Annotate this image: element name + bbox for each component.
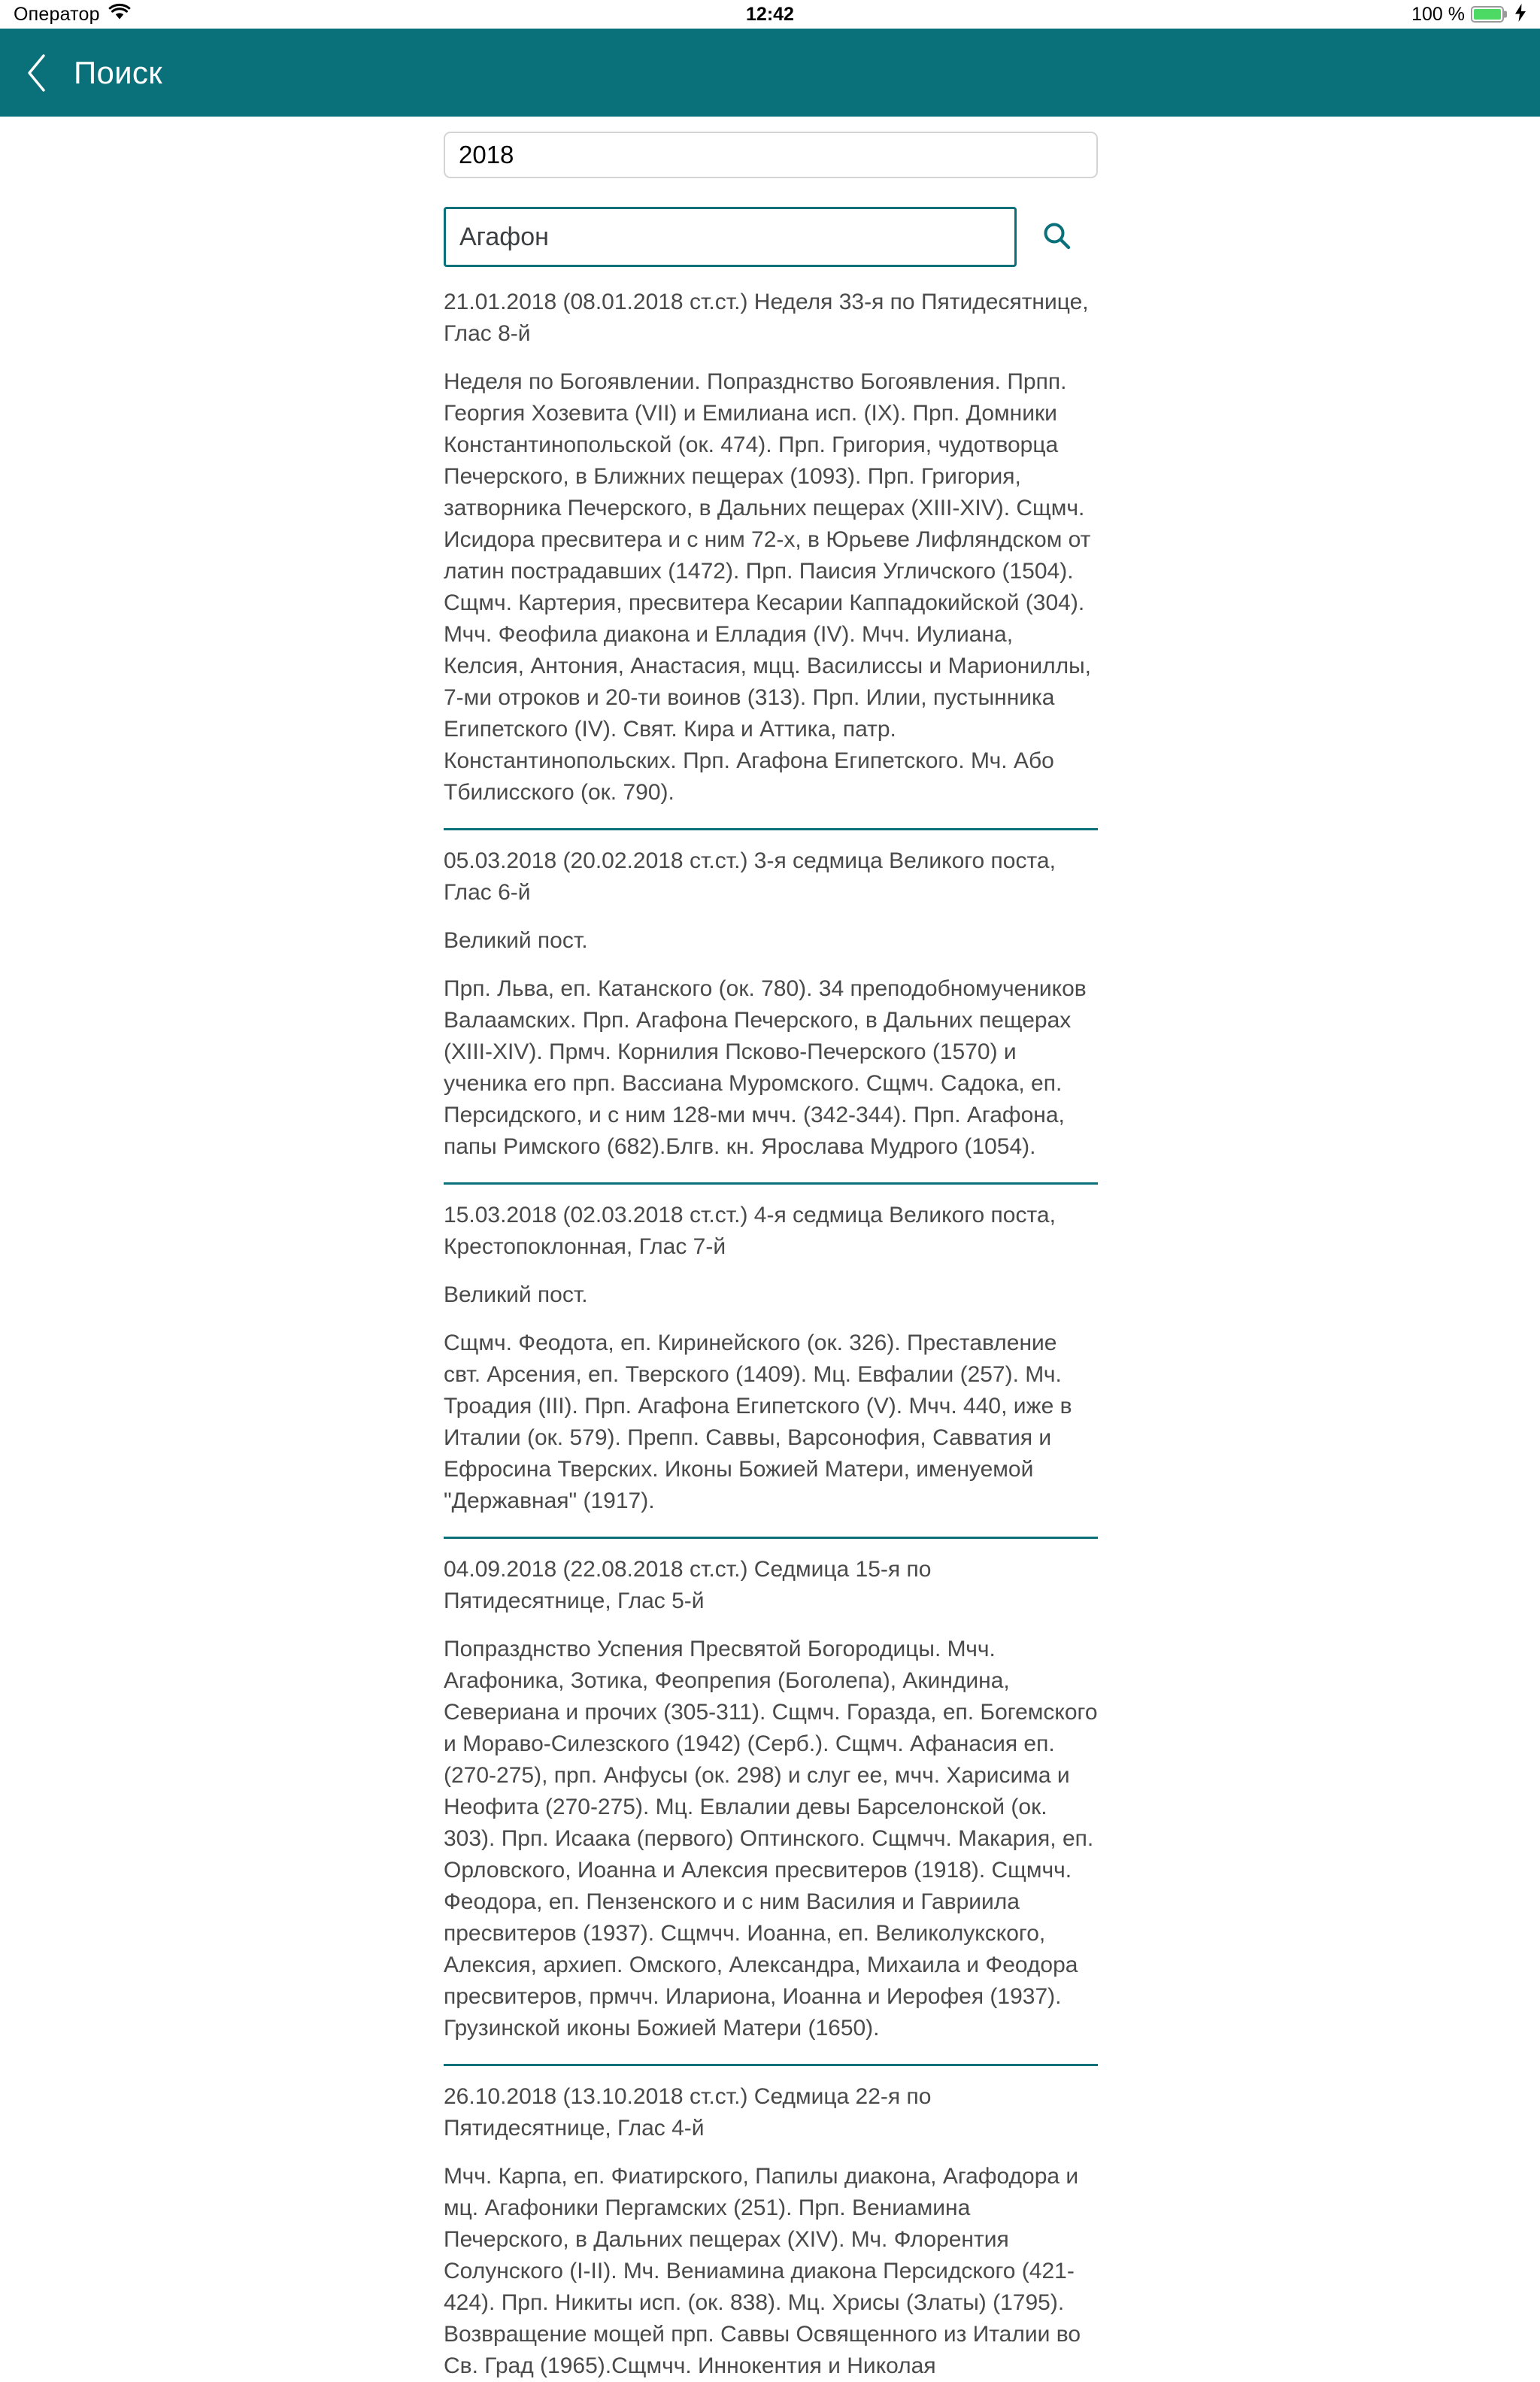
search-icon <box>1041 220 1073 254</box>
entry-divider <box>444 1537 1098 1539</box>
result-entry[interactable] <box>444 828 1098 1163</box>
search-input[interactable] <box>444 207 1017 267</box>
wifi-icon <box>109 5 130 25</box>
entry-date: 21.01.2018 (08.01.2018 ст.ст.) Неделя 33-я по Пятидесятнице, Глас 8-й <box>444 290 1089 346</box>
entry-divider <box>444 2064 1098 2066</box>
search-button[interactable] <box>1017 207 1098 267</box>
carrier-label: Оператор <box>14 3 100 25</box>
entry-divider <box>444 1182 1098 1185</box>
year-input[interactable] <box>444 132 1098 178</box>
entry-body: Прп. Льва, еп. Катанского (ок. 780). 34 преподобномучеников Валаамских. Прп. Агафона Печерского, в Дальних пещерах (XIII-XIV). Прмч. Корнилия Псково-Печерского (1570) и ученика его прп. Вассиана Муромского. Сщмч. Садока, еп. Персидского, и с ним 128-ми мчч. (342-344). Прп. Агафона, папы Римского (682).Блгв. кн. Ярослава Мудрого (1054). <box>444 976 1087 1159</box>
lightning-bolt-icon <box>1514 4 1526 26</box>
page-title: Поиск <box>74 54 162 90</box>
entry-note: Великий пост. <box>444 1282 588 1307</box>
entry-date: 05.03.2018 (20.02.2018 ст.ст.) 3-я седмица Великого поста, Глас 6-й <box>444 848 1056 905</box>
status-bar <box>0 0 1540 29</box>
battery-percent-label: 100 % <box>1411 3 1465 25</box>
search-row <box>444 207 1098 267</box>
status-bar-left <box>14 4 130 26</box>
entry-date: 26.10.2018 (13.10.2018 ст.ст.) Седмица 22-я по Пятидесятнице, Глас 4-й <box>444 2084 932 2141</box>
entry-body: Мчч. Карпа, еп. Фиатирского, Папилы диакона, Агафодора и мц. Агафоники Пергамских (251). Прп. Вениамина Печерского, в Дальних пещерах (XIV). Мч. Флорентия Солунского (I-II). Мч. Вениамина диакона Персидского (421-424). Прп. Никиты исп. (ок. 838). Мц. Хрисы (Златы) (1795). Возвращение мощей прп. Саввы Освященного из Италии во Св. Град (1965).Сщмчч. Иннокентия и Николая <box>444 2164 1081 2378</box>
entry-note: Великий пост. <box>444 928 588 953</box>
search-results-list <box>444 287 1098 2382</box>
result-entry[interactable] <box>444 1182 1098 1517</box>
status-bar-right <box>1411 4 1526 26</box>
result-entry[interactable] <box>444 2064 1098 2382</box>
navigation-bar <box>0 29 1540 117</box>
entry-date: 04.09.2018 (22.08.2018 ст.ст.) Седмица 15-я по Пятидесятнице, Глас 5-й <box>444 1557 932 1613</box>
battery-fill <box>1474 9 1501 20</box>
battery-full-icon <box>1471 6 1504 23</box>
search-column <box>444 117 1098 2382</box>
entry-body: Неделя по Богоявлении. Попразднство Богоявления. Прпп. Георгия Хозевита (VII) и Емилиана исп. (IX). Прп. Домники Константинопольской (ок. 474). Прп. Григория, чудотворца Печерского, в Ближних пещерах (1093). Прп. Григория, затворника Печерского, в Дальних пещерах (XIII-XIV). Сщмч. Исидора пресвитера и с ним 72-х, в Юрьеве Лифляндском от латин пострадавших (1472). Прп. Паисия Угличского (1504). Сщмч. Картерия, пресвитера Кесарии Каппадокийской (304). Мчч. Феофила диакона и Елладия (IV). Мчч. Иулиана, Келсия, Антония, Анастасия, мцц. Василиссы и Мариониллы, 7-ми отроков и 20-ти воинов (313). Прп. Илии, пустынника Египетского (IV). Свят. Кира и Аттика, патр. Константинопольских. Прп. Агафона Египетского. Мч. Або Тбилисского (ок. 790). <box>444 369 1092 805</box>
entry-divider <box>444 828 1098 830</box>
chevron-left-icon[interactable] <box>20 50 54 96</box>
entry-body: Попразднство Успения Пресвятой Богородицы. Мчч. Агафоника, Зотика, Феопрепия (Боголепа), Акиндина, Севериана и прочих (305-311). Сщмч. Горазда, еп. Богемского и Мораво-Силезского (1942) (Серб.). Сщмч. Афанасия еп. (270-275), прп. Анфусы (ок. 298) и слуг ее, мчч. Харисима и Неофита (270-275). Мц. Евлалии девы Барселонской (ок. 303). Прп. Исаака (первого) Оптинского. Сщмчч. Макария, еп. Орловского, Иоанна и Алексия пресвитеров (1918). Сщмчч. Феодора, еп. Пензенского и с ним Василия и Гавриила пресвитеров (1937). Сщмчч. Иоанна, еп. Великолукского, Алексия, архиеп. Омского, Александра, Михаила и Феодора пресвитеров, прмчч. Илариона, Иоанна и Иерофея (1937). Грузинской иконы Божией Матери (1650). <box>444 1637 1098 2041</box>
status-bar-clock: 12:42 <box>746 3 794 25</box>
entry-body: Сщмч. Феодота, еп. Киринейского (ок. 326). Преставление свт. Арсения, еп. Тверского (1409). Мц. Евфалии (257). Мч. Троадия (III). Прп. Агафона Египетского (V). Мчч. 440, иже в Италии (ок. 579). Препп. Саввы, Варсонофия, Савватия и Ефросина Тверских. Иконы Божией Матери, именуемой "Державная" (1917). <box>444 1331 1072 1513</box>
result-entry[interactable] <box>444 287 1098 809</box>
entry-date: 15.03.2018 (02.03.2018 ст.ст.) 4-я седмица Великого поста, Крестопоклонная, Глас 7-й <box>444 1203 1056 1259</box>
result-entry[interactable] <box>444 1537 1098 2044</box>
content-area <box>0 117 1540 2378</box>
